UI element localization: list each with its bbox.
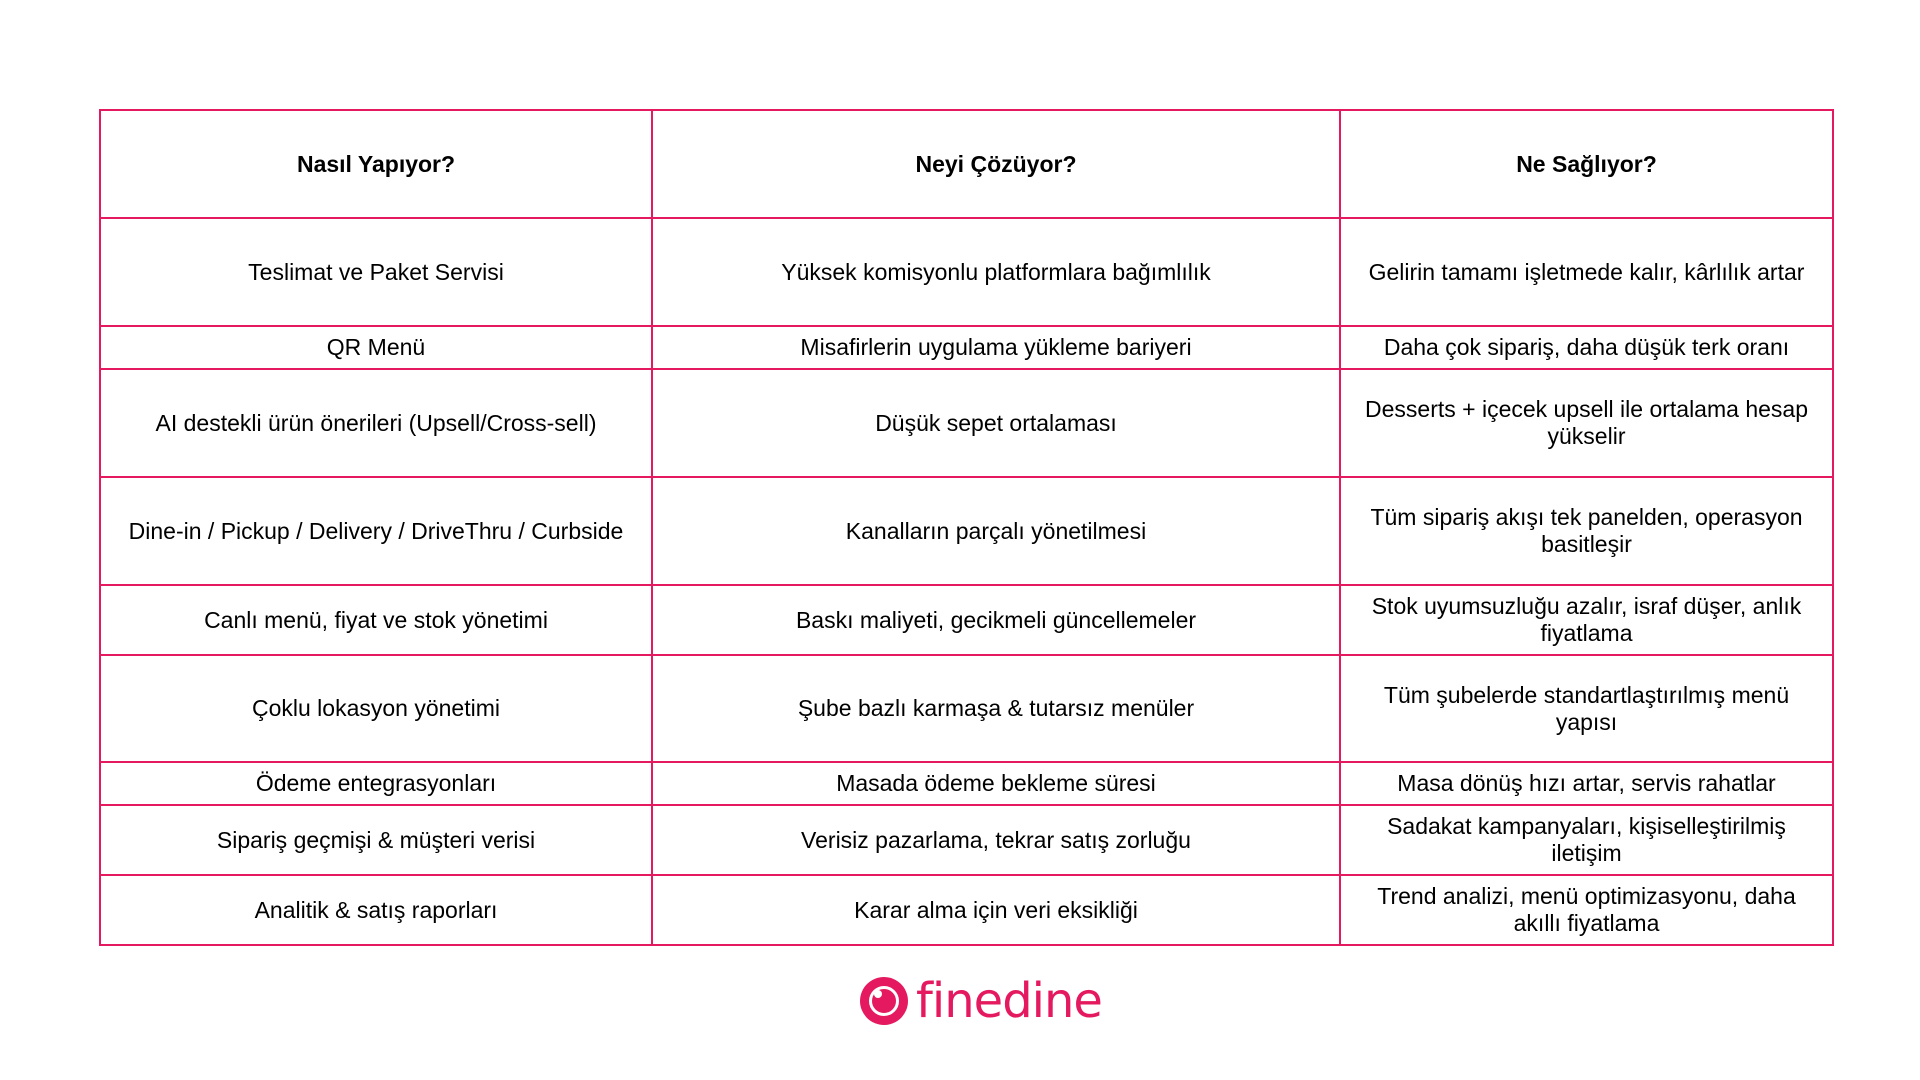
table-cell: Dine-in / Pickup / Delivery / DriveThru / Curbside [100,477,652,585]
table-cell: Masada ödeme bekleme süresi [652,762,1340,805]
table-cell: Misafirlerin uygulama yükleme bariyeri [652,326,1340,369]
table-header-row [100,110,1833,218]
table-cell: Düşük sepet ortalaması [652,369,1340,477]
table-row [100,369,1833,477]
comparison-table-container [99,109,1832,946]
table-cell: Masa dönüş hızı artar, servis rahatlar [1340,762,1833,805]
table-row [100,875,1833,945]
header-how: Nasıl Yapıyor? [100,110,652,218]
table-row [100,585,1833,655]
table-cell: Daha çok sipariş, daha düşük terk oranı [1340,326,1833,369]
comparison-table [99,109,1834,946]
header-what-solves: Neyi Çözüyor? [652,110,1340,218]
table-cell: Gelirin tamamı işletmede kalır, kârlılık artar [1340,218,1833,326]
finedine-logo-icon [860,977,908,1025]
table-row [100,655,1833,762]
table-cell: QR Menü [100,326,652,369]
table-cell: Yüksek komisyonlu platformlara bağımlılık [652,218,1340,326]
table-cell: Analitik & satış raporları [100,875,652,945]
table-cell: Trend analizi, menü optimizasyonu, daha akıllı fiyatlama [1340,875,1833,945]
table-cell: Karar alma için veri eksikliği [652,875,1340,945]
table-cell: Teslimat ve Paket Servisi [100,218,652,326]
table-cell: Çoklu lokasyon yönetimi [100,655,652,762]
table-cell: Stok uyumsuzluğu azalır, israf düşer, anlık fiyatlama [1340,585,1833,655]
table-cell: Tüm sipariş akışı tek panelden, operasyon basitleşir [1340,477,1833,585]
table-cell: AI destekli ürün önerileri (Upsell/Cross-sell) [100,369,652,477]
table-cell: Tüm şubelerde standartlaştırılmış menü yapısı [1340,655,1833,762]
table-row [100,477,1833,585]
table-cell: Verisiz pazarlama, tekrar satış zorluğu [652,805,1340,875]
table-row [100,218,1833,326]
table-cell: Kanalların parçalı yönetilmesi [652,477,1340,585]
table-cell: Sadakat kampanyaları, kişiselleştirilmiş iletişim [1340,805,1833,875]
table-cell: Ödeme entegrasyonları [100,762,652,805]
table-row [100,762,1833,805]
table-row [100,805,1833,875]
table-cell: Canlı menü, fiyat ve stok yönetimi [100,585,652,655]
table-cell: Şube bazlı karmaşa & tutarsız menüler [652,655,1340,762]
finedine-logo [860,975,1102,1027]
table-row [100,326,1833,369]
table-cell: Sipariş geçmişi & müşteri verisi [100,805,652,875]
table-cell: Baskı maliyeti, gecikmeli güncellemeler [652,585,1340,655]
logo-wordmark: finedine [916,973,1102,1029]
header-what-provides: Ne Sağlıyor? [1340,110,1833,218]
table-cell: Desserts + içecek upsell ile ortalama hesap yükselir [1340,369,1833,477]
